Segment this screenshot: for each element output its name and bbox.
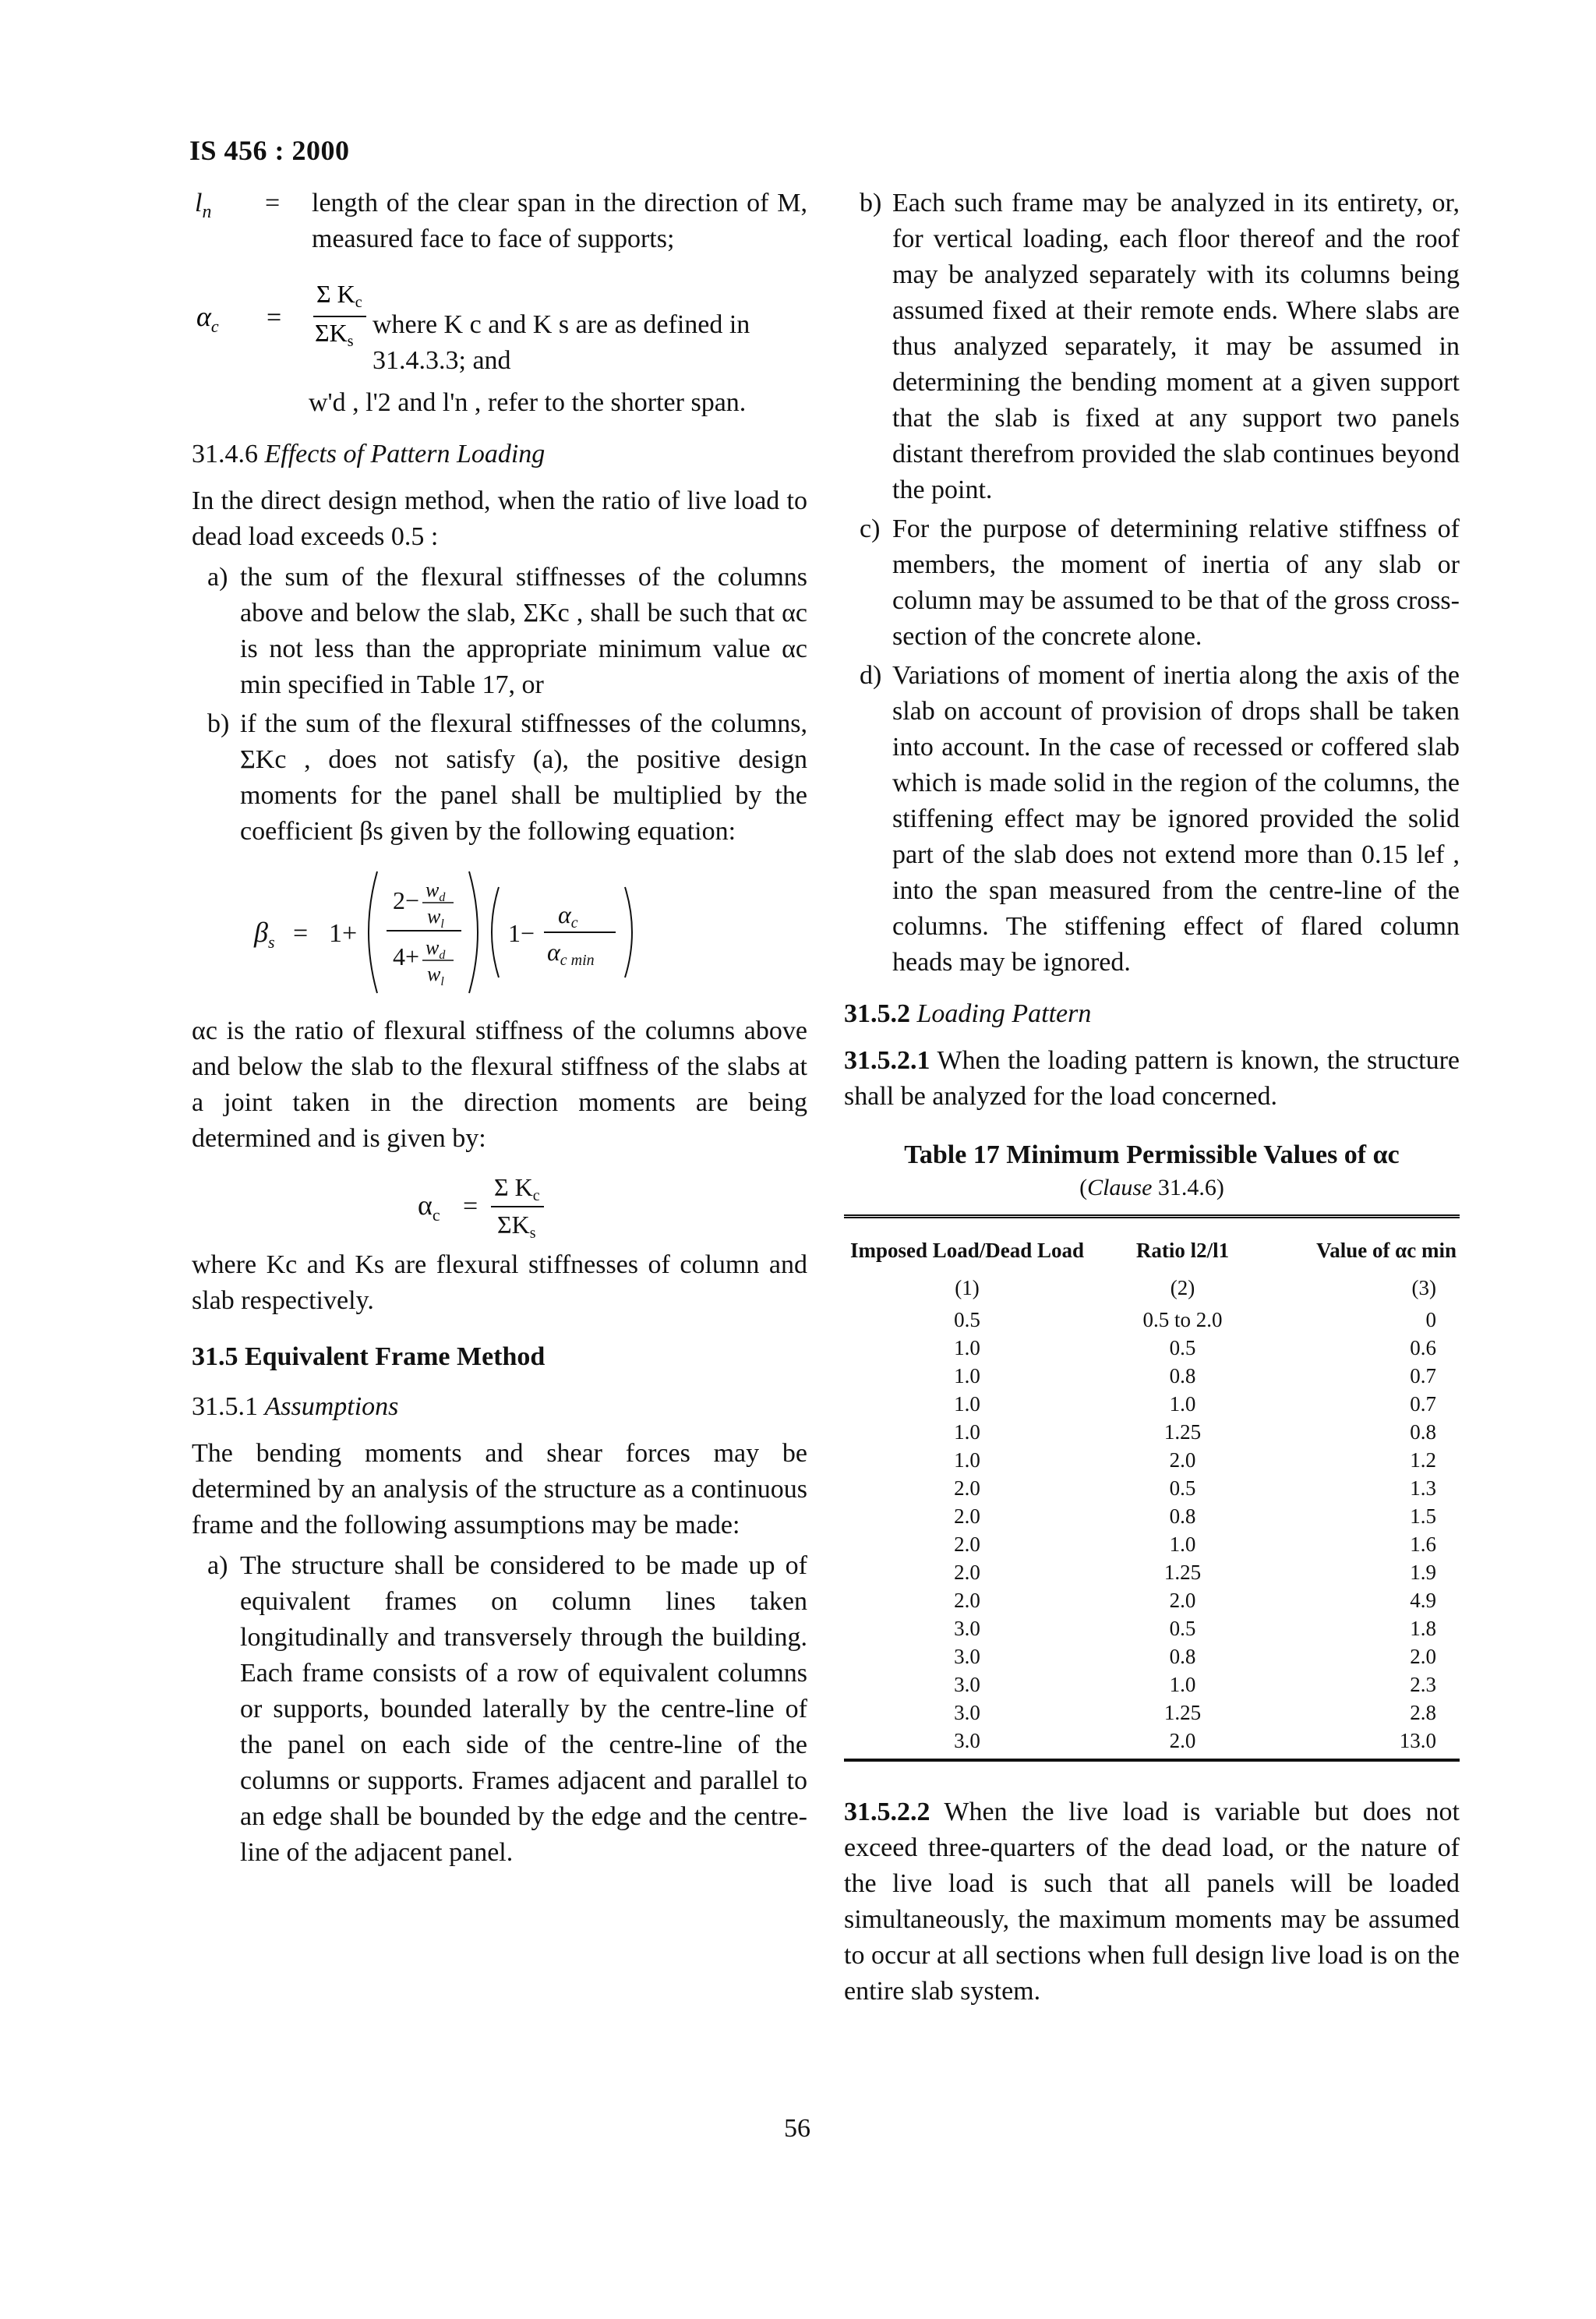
table-cell: 0.7 (1410, 1364, 1436, 1388)
table-cell: 2.0 (1410, 1645, 1436, 1668)
pattern-loading-intro: In the direct design method, when the ratio of live load to dead load exceeds 0.5 : (192, 486, 807, 551)
list-item: b) if the sum of the flexural stiffnesses of the columns, ΣKc , does not satisfy (a), the positive design moments for the panel shall be multiplied by the coefficient βs given by the following equation: (207, 709, 807, 846)
table-clause: (Clause 31.4.6) (1079, 1175, 1224, 1200)
table-cell: 3.0 (954, 1617, 980, 1640)
section-31-5-heading: 31.5 Equivalent Frame Method (192, 1342, 546, 1371)
table-cell: 0.5 (1169, 1336, 1196, 1359)
table-cell: 13.0 (1275, 1727, 1460, 1760)
table-row (844, 1614, 1460, 1642)
table-cell: 2.0 (1169, 1589, 1196, 1612)
alpha-c-where-text: where K c and K s are as defined in 31.4.3.3; and (373, 310, 750, 375)
table-row (844, 1642, 1460, 1670)
table-cell: 1.8 (1410, 1617, 1436, 1640)
left-paren (369, 871, 377, 993)
alpha-c-equation (192, 1168, 807, 1238)
table-row (844, 1306, 1460, 1334)
assumptions-list (192, 1548, 807, 1871)
table-cell: 0.6 (1410, 1336, 1436, 1359)
table-cell: 3.0 (954, 1645, 980, 1668)
svg-text:2−: 2− (393, 886, 420, 914)
table-cell: 2.0 (954, 1476, 980, 1500)
table-row (844, 1502, 1460, 1530)
table-row (844, 1727, 1460, 1760)
table-row (844, 1699, 1460, 1727)
table-cell: 1.2 (1410, 1448, 1436, 1472)
section-31-5-2-1: 31.5.2.1 When the loading pattern is known, the structure shall be analyzed for the load concerned. (844, 1046, 1460, 1111)
table-cell: 3.0 (954, 1701, 980, 1724)
column-header: Imposed Load/Dead Load (844, 1217, 1090, 1274)
svg-text:wd: $w_d$ (425, 878, 446, 904)
table-cell: 1.0 (954, 1392, 980, 1416)
table-cell: 1.0 (1169, 1673, 1196, 1696)
table-cell: 2.8 (1410, 1701, 1436, 1724)
table-cell: 0 (1425, 1308, 1436, 1331)
left-column (192, 186, 807, 1874)
svg-text:=: = (293, 919, 309, 948)
svg-text:wl: $w_l$ (427, 905, 444, 931)
svg-text:4+: 4+ (393, 942, 420, 970)
table-cell: 0.8 (1410, 1420, 1436, 1444)
table-row (844, 1474, 1460, 1502)
table-cell: 2.0 (954, 1561, 980, 1584)
table-cell: 1.3 (1410, 1476, 1436, 1500)
table-cell: 2.3 (1410, 1673, 1436, 1696)
section-31-5-2-2: 31.5.2.2 When the live load is variable but does not exceed three-quarters of the dead load, or the nature of the live load is such that all panels will be loaded simultaneously, the maximum moments may be assumed to occur at all sections when full design live load is on the entire slab system. (844, 1798, 1460, 2006)
table-cell: 2.0 (954, 1504, 980, 1528)
list-item: a) The structure shall be considered to be made up of equivalent frames on column lines taken longitudinally and transversely through the building. Each frame consists of a row of equivalent columns or supports, bounded laterally by the centre-line of the panel on each side of the centre-line of the columns or supports. Frames adjacent and parallel to an edge shall be bounded by the edge and the centre-line of the adjacent panel. (207, 1551, 807, 1867)
table-row (844, 1530, 1460, 1558)
table-cell: 1.0 (1169, 1392, 1196, 1416)
table-row (844, 1334, 1460, 1362)
list-item: b) Each such frame may be analyzed in its entirety, or, for vertical loading, each floor thereof and the roof may be analyzed separately with its columns being assumed fixed at their remote ends. Where slabs are thus analyzed separately, it may be assumed in determining the bending moment at a given support that the slab is fixed at any support two panels distant therefrom provided the slab continues beyond the point. (860, 189, 1460, 504)
table-cell: 0.5 (1169, 1617, 1196, 1640)
table-cell: 1.25 (1163, 1420, 1202, 1444)
shorter-span-note: w'd , l'2 and l'n , refer to the shorter span. (309, 388, 747, 417)
alpha-c-description: αc is the ratio of flexural stiffness of the columns above and below the slab to the flexural stiffness of the slabs at a joint taken in the direction moments are being determined and is given by: (192, 1016, 807, 1153)
svg-text:ΣKs: ΣKs (315, 319, 354, 350)
svg-text:=: = (267, 303, 282, 332)
table-cell: 4.9 (1410, 1589, 1436, 1612)
table-cell: 1.25 (1163, 1701, 1202, 1724)
table-cell: 2.0 (954, 1532, 980, 1556)
table-17 (844, 1138, 1460, 1762)
table-cell: 2.0 (1090, 1727, 1275, 1760)
list-item: a) the sum of the flexural stiffnesses of the columns above and below the slab, ΣKc , shall be such that αc is not less than the appropriate minimum value αc min specified in Table 17, or (207, 563, 807, 699)
table-cell: 1.0 (1169, 1532, 1196, 1556)
svg-text:wd: $w_d$ (425, 936, 446, 962)
column-header: Ratio l2/l1 (1090, 1217, 1275, 1274)
table-cell: 0.5 to 2.0 (1142, 1308, 1223, 1331)
list-item: c) For the purpose of determining relative stiffness of members, the moment of inertia of any slab or column may be assumed to be that of the gross cross-section of the concrete alone. (860, 514, 1460, 651)
table-cell: 0.8 (1169, 1504, 1196, 1528)
table-cell: 1.5 (1410, 1504, 1436, 1528)
svg-text:Σ Kc: Σ Kc (494, 1173, 540, 1204)
table-row (844, 1558, 1460, 1586)
table-cell: 3.0 (844, 1727, 1090, 1760)
assumptions-intro: The bending moments and shear forces may be determined by an analysis of the structure as a continuous frame and the following assumptions may be made: (192, 1439, 807, 1540)
table-cell: 1.0 (954, 1336, 980, 1359)
definition-alpha-c (192, 263, 807, 373)
svg-text:αc: αc (558, 900, 578, 931)
right-column (844, 186, 1460, 2010)
svg-text:Σ Kc: Σ Kc (316, 280, 362, 311)
table-cell: 0.7 (1410, 1392, 1436, 1416)
table-cell: 0.8 (1169, 1645, 1196, 1668)
table-cell: 1.0 (954, 1448, 980, 1472)
table-cell: 2.0 (954, 1589, 980, 1612)
svg-text:βs: $\beta_s$ (254, 917, 275, 952)
table-row (844, 1670, 1460, 1699)
table-row (844, 1390, 1460, 1418)
table-row (844, 1586, 1460, 1614)
table-cell: 1.6 (1410, 1532, 1436, 1556)
table-row (844, 1418, 1460, 1446)
column-header: Value of αc min (1275, 1217, 1460, 1274)
table-cell: 1.0 (954, 1364, 980, 1388)
table-title: Table 17 Minimum Permissible Values of αc (904, 1140, 1400, 1169)
table-cell: 0.8 (1169, 1364, 1196, 1388)
svg-text:αc: $\alpha_c$ (196, 301, 219, 336)
section-31-5-2-heading: 31.5.2 Loading Pattern (844, 999, 1092, 1028)
table-cell: 2.0 (1169, 1448, 1196, 1472)
table-row (844, 1362, 1460, 1390)
section-31-4-6-heading: 31.4.6 Effects of Pattern Loading (192, 440, 546, 468)
definition-ln: $l_n$ = length of the clear span in the direction of M, measured face to face of supports; (195, 189, 807, 253)
table-row: (1) (2) (3) (955, 1276, 1436, 1299)
table-cell: 1.0 (954, 1420, 980, 1444)
table-cell: 1.9 (1410, 1561, 1436, 1584)
svg-text:αc: $\alpha_c$ (418, 1190, 440, 1225)
assumptions-list-continued (844, 186, 1460, 981)
svg-text:αc min: αc min (547, 938, 595, 969)
svg-text:1+: 1+ (329, 919, 358, 948)
list-item: d) Variations of moment of inertia along the axis of the slab on account of provision of drops shall be taken into account. In the case of recessed or coffered slab which is made solid in the region of the columns, the stiffening effect may be ignored provided the solid part of the slab does not extend more than 0.15 lef , into the span measured from the centre-line of the columns. The stiffening effect of flared column heads may be ignored. (860, 661, 1460, 977)
table-row (844, 1446, 1460, 1474)
table-cell: 0.5 (1169, 1476, 1196, 1500)
standard-header: IS 456 : 2000 (189, 135, 350, 166)
svg-text:ΣKs: ΣKs (497, 1211, 536, 1238)
pattern-loading-list (192, 560, 807, 850)
svg-text:=: = (463, 1192, 478, 1221)
table-cell: 1.25 (1163, 1561, 1202, 1584)
table-cell: 3.0 (954, 1673, 980, 1696)
page-number: 56 (784, 2114, 810, 2143)
section-31-5-1-heading: 31.5.1 Assumptions (192, 1392, 399, 1421)
right-paren (469, 871, 478, 993)
svg-text:wl: $w_l$ (427, 963, 444, 988)
stiffness-where-text: where Kc and Ks are flexural stiffnesses of column and slab respectively. (192, 1250, 807, 1315)
svg-text:1−: 1− (508, 919, 535, 947)
beta-s-equation (192, 864, 807, 996)
table-cell: 0.5 (954, 1308, 980, 1331)
data-table (844, 1214, 1460, 1762)
